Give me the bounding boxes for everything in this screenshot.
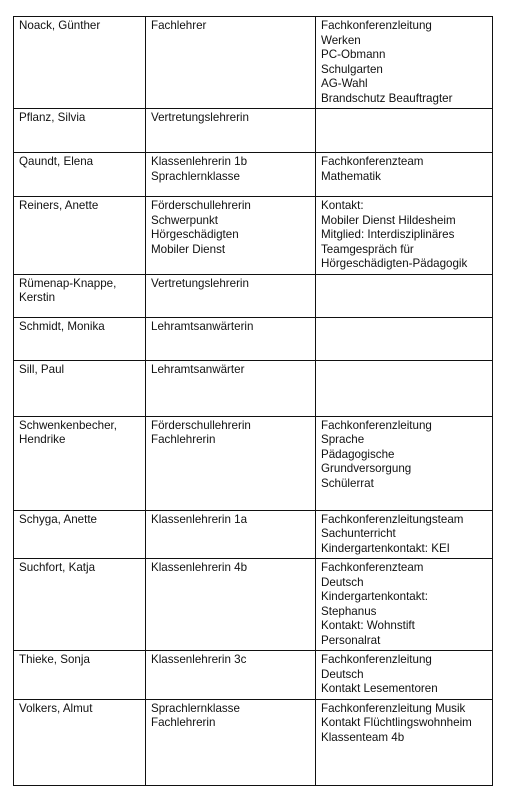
table-row: [14, 317, 493, 360]
cell-text-line: Sill, Paul: [19, 362, 65, 376]
cell-text-line: Reiners, Anette: [19, 199, 99, 212]
role-cell: [146, 17, 316, 109]
name-cell: [14, 416, 146, 510]
cell-text-line: Rümenap-Knappe,: [19, 276, 117, 290]
duties-cell: [316, 197, 493, 275]
cell-text-line: Fachlehrerin: [151, 433, 216, 446]
duties-cell: [316, 416, 493, 510]
duties-cell: [316, 317, 493, 360]
cell-text-line: Kontakt:: [321, 199, 364, 212]
cell-text-line: Schulgarten: [321, 62, 383, 76]
cell-text-line: Mathematik: [321, 169, 381, 183]
cell-text-line: Schwenkenbecher,: [19, 418, 117, 432]
role-cell: [146, 109, 316, 153]
cell-text-line: Noack, Günther: [19, 19, 101, 32]
cell-text-line: Klassenlehrerin 3c: [151, 653, 247, 666]
duties-cell: [316, 510, 493, 559]
cell-text-line: Klassenlehrerin 4b: [151, 561, 248, 574]
duties-cell: [316, 109, 493, 153]
cell-text-line: Schülerrat: [321, 476, 374, 490]
cell-text-line: Hörgeschädigten-Pädagogik: [321, 257, 468, 270]
duties-cell: [316, 17, 493, 109]
cell-text-line: Brandschutz Beauftragter: [321, 91, 453, 105]
cell-text-line: Schyga, Anette: [19, 512, 97, 526]
role-cell: [146, 510, 316, 559]
cell-text-line: Grundversorgung: [321, 462, 412, 475]
cell-text-line: Fachkonferenzteam: [321, 561, 424, 574]
duties-cell: [316, 699, 493, 785]
cell-text-line: Werken: [321, 33, 361, 47]
duties-cell: [316, 559, 493, 651]
cell-text-line: Vertretungslehrerin: [151, 276, 249, 290]
cell-text-line: Pflanz, Silvia: [19, 111, 86, 124]
cell-text-line: Förderschullehrerin: [151, 199, 251, 212]
cell-text-line: Kontakt Flüchtlingswohnheim: [321, 716, 472, 729]
cell-text-line: Fachkonferenzleitungsteam: [321, 512, 464, 526]
cell-text-line: Fachkonferenzleitung: [321, 19, 432, 32]
cell-text-line: Kontakt: Wohnstift: [321, 619, 415, 632]
role-cell: [146, 274, 316, 317]
name-cell: [14, 153, 146, 197]
cell-text-line: Sachunterricht: [321, 527, 396, 540]
role-cell: [146, 153, 316, 197]
cell-text-line: Teamgespräch für: [321, 242, 414, 256]
staff-table: [13, 16, 493, 786]
cell-text-line: PC-Obmann: [321, 48, 386, 61]
cell-text-line: Mobiler Dienst Hildesheim: [321, 213, 456, 227]
cell-text-line: Stephanus: [321, 604, 377, 618]
table-row: [14, 651, 493, 700]
name-cell: [14, 317, 146, 360]
cell-text-line: Lehramtsanwärterin: [151, 319, 254, 333]
name-cell: [14, 699, 146, 785]
role-cell: [146, 317, 316, 360]
table-row: [14, 197, 493, 275]
cell-text-line: Vertretungslehrerin: [151, 111, 249, 124]
cell-text-line: Thieke, Sonja: [19, 653, 90, 666]
duties-cell: [316, 153, 493, 197]
name-cell: [14, 274, 146, 317]
cell-text-line: Schmidt, Monika: [19, 319, 105, 333]
cell-text-line: Mitglied: Interdisziplinäres: [321, 228, 455, 241]
table-row: [14, 510, 493, 559]
role-cell: [146, 360, 316, 416]
role-cell: [146, 197, 316, 275]
cell-text-line: Lehramtsanwärter: [151, 362, 245, 376]
staff-table-body: [14, 17, 493, 786]
cell-text-line: Fachkonferenzleitung Musik: [321, 701, 466, 715]
name-cell: [14, 197, 146, 275]
cell-text-line: Fachkonferenzteam: [321, 155, 424, 168]
cell-text-line: Volkers, Almut: [19, 701, 93, 715]
duties-cell: [316, 360, 493, 416]
cell-text-line: Kindergartenkontakt:: [321, 590, 428, 603]
cell-text-line: AG-Wahl: [321, 77, 368, 90]
table-row: [14, 360, 493, 416]
name-cell: [14, 360, 146, 416]
cell-text-line: Klassenlehrerin 1a: [151, 512, 248, 526]
table-row: [14, 274, 493, 317]
cell-text-line: Hörgeschädigten: [151, 228, 239, 241]
cell-text-line: Kontakt Lesementoren: [321, 682, 438, 695]
name-cell: [14, 559, 146, 651]
cell-text-line: Fachkonferenzleitung: [321, 418, 432, 432]
table-row: [14, 699, 493, 785]
cell-text-line: Sprachlernklasse: [151, 169, 240, 183]
cell-text-line: Deutsch: [321, 667, 364, 681]
table-row: [14, 153, 493, 197]
cell-text-line: Fachlehrerin: [151, 716, 216, 729]
name-cell: [14, 109, 146, 153]
cell-text-line: Fachkonferenzleitung: [321, 653, 432, 666]
name-cell: [14, 510, 146, 559]
role-cell: [146, 651, 316, 700]
table-row: [14, 416, 493, 510]
cell-text-line: Sprachlernklasse: [151, 701, 240, 715]
cell-text-line: Sprache: [321, 433, 365, 446]
duties-cell: [316, 651, 493, 700]
table-row: [14, 559, 493, 651]
cell-text-line: Kerstin: [19, 291, 56, 304]
name-cell: [14, 651, 146, 700]
table-row: [14, 17, 493, 109]
cell-text-line: Hendrike: [19, 433, 66, 446]
cell-text-line: Fachlehrer: [151, 19, 207, 32]
role-cell: [146, 699, 316, 785]
cell-text-line: Mobiler Dienst: [151, 242, 226, 256]
cell-text-line: Pädagogische: [321, 447, 395, 461]
role-cell: [146, 416, 316, 510]
cell-text-line: Schwerpunkt: [151, 213, 219, 227]
cell-text-line: Förderschullehrerin: [151, 418, 251, 432]
cell-text-line: Suchfort, Katja: [19, 561, 96, 574]
name-cell: [14, 17, 146, 109]
cell-text-line: Klassenteam 4b: [321, 730, 405, 744]
cell-text-line: Kindergartenkontakt: KEI: [321, 541, 450, 555]
cell-text-line: Deutsch: [321, 575, 364, 589]
cell-text-line: Qaundt, Elena: [19, 155, 94, 168]
role-cell: [146, 559, 316, 651]
table-row: [14, 109, 493, 153]
cell-text-line: Klassenlehrerin 1b: [151, 155, 248, 168]
cell-text-line: Personalrat: [321, 633, 381, 647]
duties-cell: [316, 274, 493, 317]
